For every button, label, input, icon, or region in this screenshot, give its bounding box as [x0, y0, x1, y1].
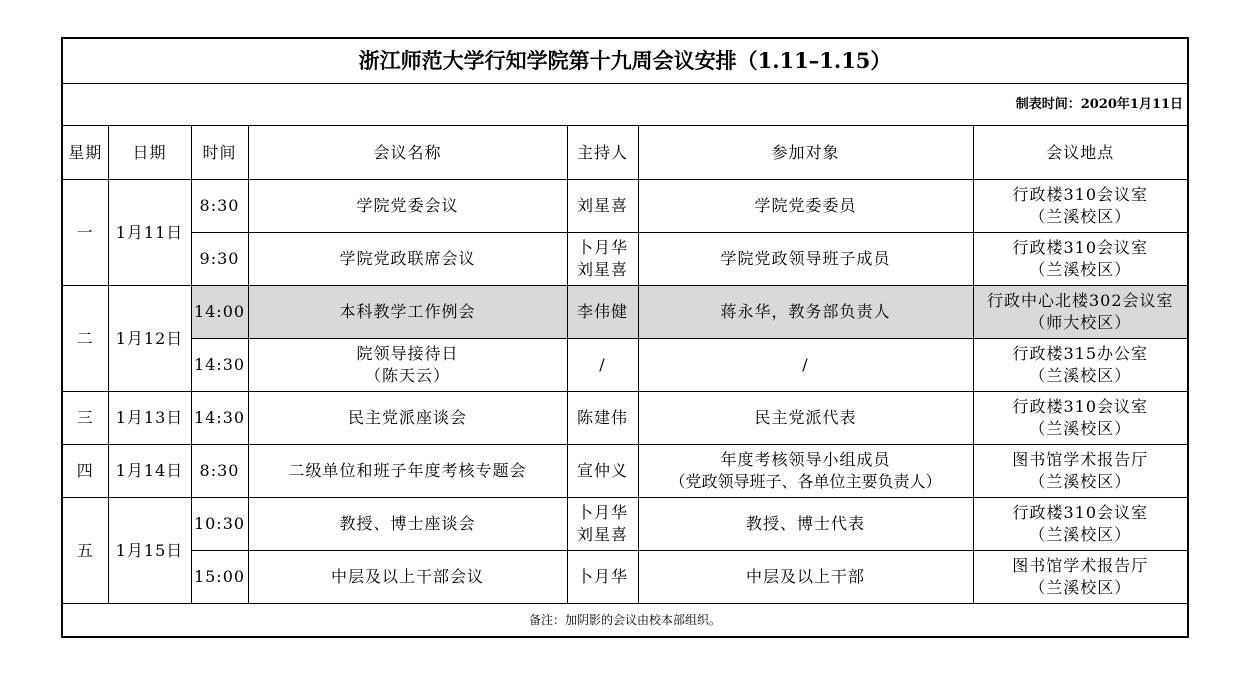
meeting-name: 民主党派座谈会: [347, 408, 467, 427]
meeting-name: 中层及以上干部会议: [330, 567, 484, 586]
attendees-cell: [638, 286, 973, 339]
host-name: 陈建伟: [576, 408, 628, 427]
location-building: 图书馆学术报告厅: [1012, 450, 1149, 469]
meeting-note: （陈天云）: [364, 366, 450, 385]
meeting-cell: [248, 445, 567, 498]
meeting-name: 二级单位和班子年度考核专题会: [288, 461, 527, 480]
attendees-text: 学院党政领导班子成员: [720, 249, 891, 268]
weekday-cell: 四: [62, 445, 108, 498]
attendees-cell: [638, 233, 973, 286]
location-cell: [973, 180, 1188, 233]
weekday-cell: 一: [62, 180, 108, 286]
time-cell: 14:30: [191, 392, 248, 445]
meeting-name: 教授、博士座谈会: [339, 514, 476, 533]
weekday-cell: 五: [62, 498, 108, 604]
host-cell: [567, 286, 638, 339]
attendees-text: /: [802, 355, 809, 374]
attendees-text: 中层及以上干部: [745, 567, 865, 586]
date-cell: 1月11日: [108, 180, 191, 286]
location-building: 行政楼315办公室: [1012, 344, 1149, 363]
attendees-cell: [638, 551, 973, 604]
location-cell: [973, 445, 1188, 498]
weekday-cell: 三: [62, 392, 108, 445]
host-name: 卜月华: [576, 567, 628, 586]
meeting-cell: [248, 233, 567, 286]
time-cell: 15:00: [191, 551, 248, 604]
header-meeting: 会议名称: [248, 126, 567, 180]
host-name: 刘星喜: [576, 260, 628, 279]
time-cell: 8:30: [191, 180, 248, 233]
attendees-cell: [638, 339, 973, 392]
meeting-cell: [248, 551, 567, 604]
date-cell: 1月13日: [108, 392, 191, 445]
meeting-name: 院领导接待日: [356, 344, 459, 363]
meeting-name: 学院党委会议: [356, 196, 459, 215]
schedule-note: 备注：加阴影的会议由校本部组织。: [62, 604, 1188, 638]
location-cell: [973, 392, 1188, 445]
location-building: 行政楼310会议室: [1012, 503, 1149, 522]
header-time: 时间: [191, 126, 248, 180]
time-cell: 8:30: [191, 445, 248, 498]
host-name: 卜月华: [576, 503, 628, 522]
header-location: 会议地点: [973, 126, 1188, 180]
header-date: 日期: [108, 126, 191, 180]
host-name: 刘星喜: [576, 525, 628, 544]
host-name: 李伟健: [576, 302, 628, 321]
attendees-text: 年度考核领导小组成员: [720, 450, 891, 469]
location-cell: [973, 339, 1188, 392]
host-cell: [567, 498, 638, 551]
location-campus: （兰溪校区）: [1029, 578, 1132, 597]
header-attendees: 参加对象: [638, 126, 973, 180]
host-cell: [567, 445, 638, 498]
location-campus: （兰溪校区）: [1029, 207, 1132, 226]
host-cell: [567, 233, 638, 286]
location-campus: （兰溪校区）: [1029, 525, 1132, 544]
location-cell: [973, 286, 1188, 339]
date-cell: 1月15日: [108, 498, 191, 604]
location-building: 行政楼310会议室: [1012, 185, 1149, 204]
host-name: 宣仲义: [576, 461, 628, 480]
host-name: 刘星喜: [576, 196, 628, 215]
location-building: 行政楼310会议室: [1012, 397, 1149, 416]
attendees-text: 蒋永华，教务部负责人: [720, 302, 891, 321]
host-cell: [567, 551, 638, 604]
time-cell: 14:30: [191, 339, 248, 392]
meeting-name: 本科教学工作例会: [339, 302, 476, 321]
attendees-text: 学院党委委员: [754, 196, 857, 215]
time-cell: 14:00: [191, 286, 248, 339]
location-campus: （兰溪校区）: [1029, 260, 1132, 279]
host-cell: [567, 180, 638, 233]
header-weekday: 星期: [62, 126, 108, 180]
attendees-cell: [638, 392, 973, 445]
time-cell: 10:30: [191, 498, 248, 551]
date-cell: 1月12日: [108, 286, 191, 392]
meeting-schedule-table: [61, 37, 1189, 638]
location-building: 图书馆学术报告厅: [1012, 556, 1149, 575]
location-campus: （兰溪校区）: [1029, 366, 1132, 385]
location-cell: [973, 498, 1188, 551]
attendees-cell: [638, 445, 973, 498]
location-campus: （兰溪校区）: [1029, 472, 1132, 491]
meeting-cell: [248, 339, 567, 392]
meeting-cell: [248, 180, 567, 233]
location-building: 行政楼310会议室: [1012, 238, 1149, 257]
host-cell: [567, 339, 638, 392]
meeting-cell: [248, 286, 567, 339]
attendees-detail: （党政领导班子、各单位主要负责人）: [669, 472, 942, 491]
meeting-cell: [248, 498, 567, 551]
location-campus: （师大校区）: [1029, 313, 1132, 332]
made-time: 制表时间：2020年1月11日: [62, 84, 1188, 126]
weekday-cell: 二: [62, 286, 108, 392]
schedule-title: 浙江师范大学行知学院第十九周会议安排（1.11–1.15）: [62, 38, 1188, 84]
location-cell: [973, 233, 1188, 286]
date-cell: 1月14日: [108, 445, 191, 498]
host-name: 卜月华: [576, 238, 628, 257]
location-building: 行政中心北楼302会议室: [987, 291, 1174, 310]
location-cell: [973, 551, 1188, 604]
host-name: /: [599, 355, 606, 374]
attendees-cell: [638, 498, 973, 551]
location-campus: （兰溪校区）: [1029, 419, 1132, 438]
meeting-name: 学院党政联席会议: [339, 249, 476, 268]
host-cell: [567, 392, 638, 445]
attendees-cell: [638, 180, 973, 233]
attendees-text: 教授、博士代表: [745, 514, 865, 533]
header-host: 主持人: [567, 126, 638, 180]
meeting-cell: [248, 392, 567, 445]
attendees-text: 民主党派代表: [754, 408, 857, 427]
time-cell: 9:30: [191, 233, 248, 286]
